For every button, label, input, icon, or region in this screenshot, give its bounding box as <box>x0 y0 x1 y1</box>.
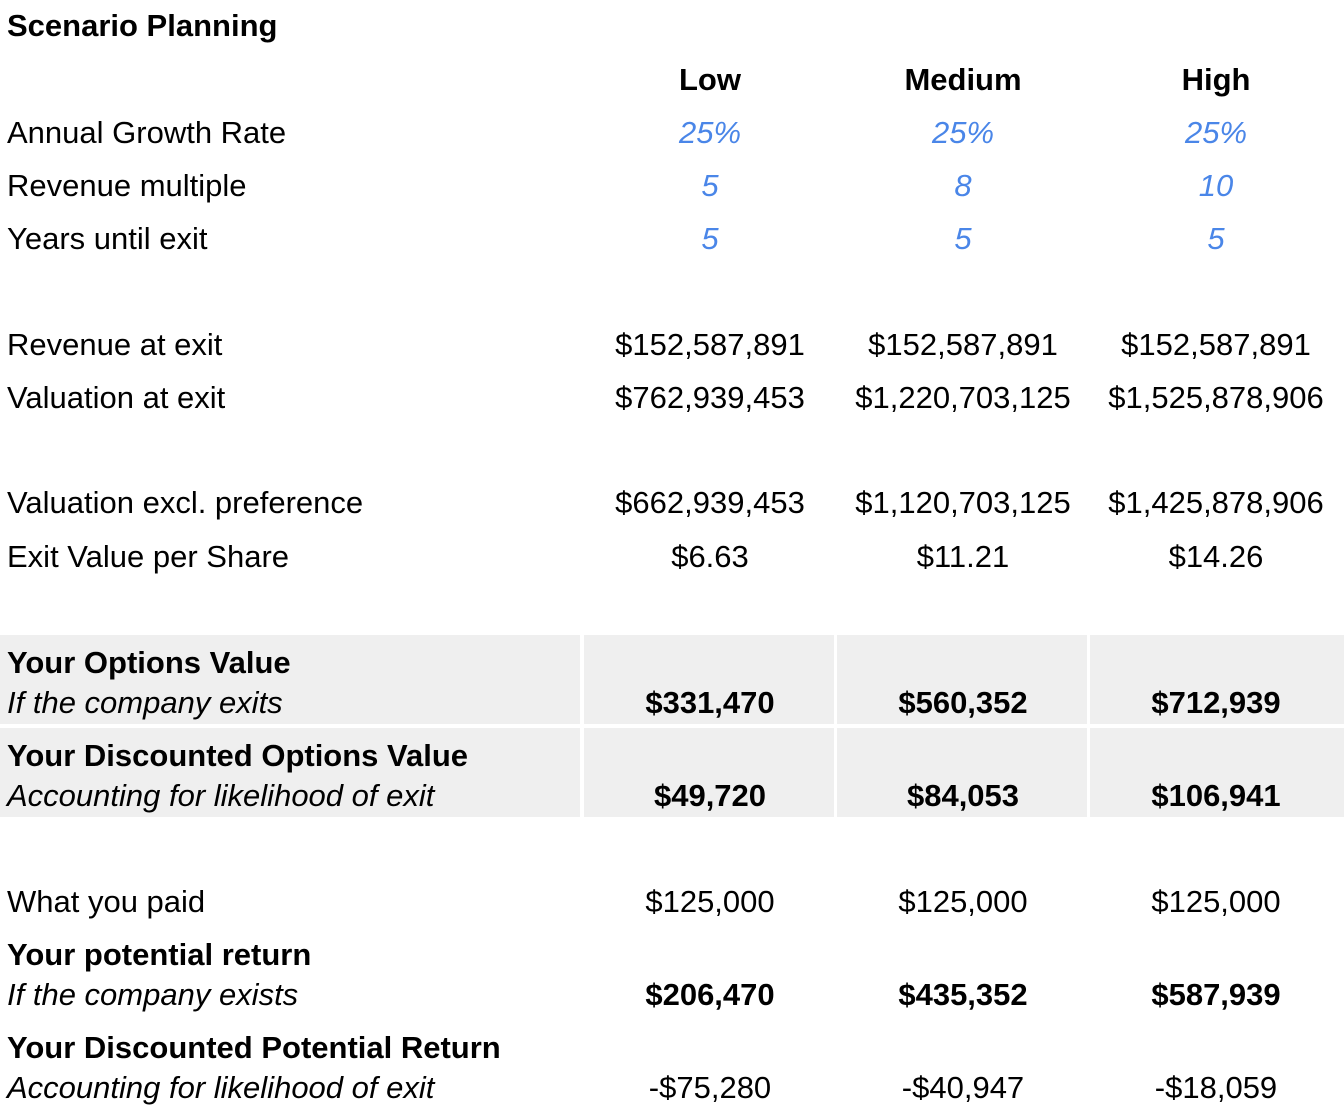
valuation-excl-preference-low[interactable]: $662,939,453 <box>615 485 805 520</box>
valuation-excl-preference-label: Valuation excl. preference <box>7 485 364 520</box>
options-value-low[interactable]: $331,470 <box>645 685 775 720</box>
column-header-medium[interactable]: Medium <box>904 62 1022 97</box>
discounted-options-value-high[interactable]: $106,941 <box>1151 778 1281 813</box>
growth-rate-low-input[interactable]: 25% <box>678 115 742 150</box>
potential-return-medium[interactable]: $435,352 <box>898 977 1028 1012</box>
growth-rate-medium-input[interactable]: 25% <box>931 115 995 150</box>
valuation-excl-preference-high[interactable]: $1,425,878,906 <box>1108 485 1324 520</box>
discounted-potential-return-low[interactable]: -$75,280 <box>648 1070 772 1105</box>
what-you-paid-medium[interactable]: $125,000 <box>898 884 1028 919</box>
years-until-exit-label: Years until exit <box>7 221 208 256</box>
valuation-excl-preference-medium[interactable]: $1,120,703,125 <box>855 485 1071 520</box>
revenue-multiple-high-input[interactable]: 10 <box>1198 168 1234 203</box>
sheet-title: Scenario Planning <box>7 8 278 43</box>
exit-value-per-share-medium[interactable]: $11.21 <box>916 539 1010 574</box>
exit-value-per-share-label: Exit Value per Share <box>7 539 290 574</box>
years-until-exit-low-input[interactable]: 5 <box>701 221 719 256</box>
options-value-medium[interactable]: $560,352 <box>898 685 1028 720</box>
revenue-multiple-low-input[interactable]: 5 <box>701 168 719 203</box>
valuation-at-exit-label: Valuation at exit <box>7 380 226 415</box>
growth-rate-label: Annual Growth Rate <box>7 115 287 150</box>
discounted-options-value-label: Your Discounted Options Value <box>7 738 469 773</box>
discounted-options-value-medium[interactable]: $84,053 <box>906 778 1020 813</box>
discounted-potential-return-high[interactable]: -$18,059 <box>1154 1070 1278 1105</box>
revenue-at-exit-medium[interactable]: $152,587,891 <box>868 327 1058 362</box>
revenue-at-exit-high[interactable]: $152,587,891 <box>1121 327 1311 362</box>
potential-return-label: Your potential return <box>7 937 312 972</box>
revenue-multiple-medium-input[interactable]: 8 <box>954 168 972 203</box>
what-you-paid-label: What you paid <box>7 884 206 919</box>
discounted-potential-return-sublabel: Accounting for likelihood of exit <box>7 1070 435 1105</box>
options-value-label: Your Options Value <box>7 645 291 680</box>
exit-value-per-share-low[interactable]: $6.63 <box>671 539 749 574</box>
valuation-at-exit-medium[interactable]: $1,220,703,125 <box>855 380 1071 415</box>
revenue-at-exit-low[interactable]: $152,587,891 <box>615 327 805 362</box>
column-header-high[interactable]: High <box>1181 62 1251 97</box>
potential-return-sublabel: If the company exists <box>7 977 299 1012</box>
valuation-at-exit-low[interactable]: $762,939,453 <box>615 380 805 415</box>
discounted-options-value-low[interactable]: $49,720 <box>653 778 767 813</box>
potential-return-high[interactable]: $587,939 <box>1151 977 1281 1012</box>
options-value-high[interactable]: $712,939 <box>1151 685 1281 720</box>
exit-value-per-share-high[interactable]: $14.26 <box>1168 539 1264 574</box>
years-until-exit-high-input[interactable]: 5 <box>1207 221 1225 256</box>
potential-return-low[interactable]: $206,470 <box>645 977 775 1012</box>
valuation-at-exit-high[interactable]: $1,525,878,906 <box>1108 380 1324 415</box>
revenue-multiple-label: Revenue multiple <box>7 168 247 203</box>
discounted-potential-return-label: Your Discounted Potential Return <box>7 1030 501 1065</box>
what-you-paid-low[interactable]: $125,000 <box>645 884 775 919</box>
what-you-paid-high[interactable]: $125,000 <box>1151 884 1281 919</box>
growth-rate-high-input[interactable]: 25% <box>1184 115 1248 150</box>
discounted-options-value-sublabel: Accounting for likelihood of exit <box>7 778 435 813</box>
revenue-at-exit-label: Revenue at exit <box>7 327 223 362</box>
discounted-potential-return-medium[interactable]: -$40,947 <box>901 1070 1025 1105</box>
column-header-low[interactable]: Low <box>679 62 741 97</box>
options-value-sublabel: If the company exits <box>7 685 283 720</box>
years-until-exit-medium-input[interactable]: 5 <box>954 221 972 256</box>
